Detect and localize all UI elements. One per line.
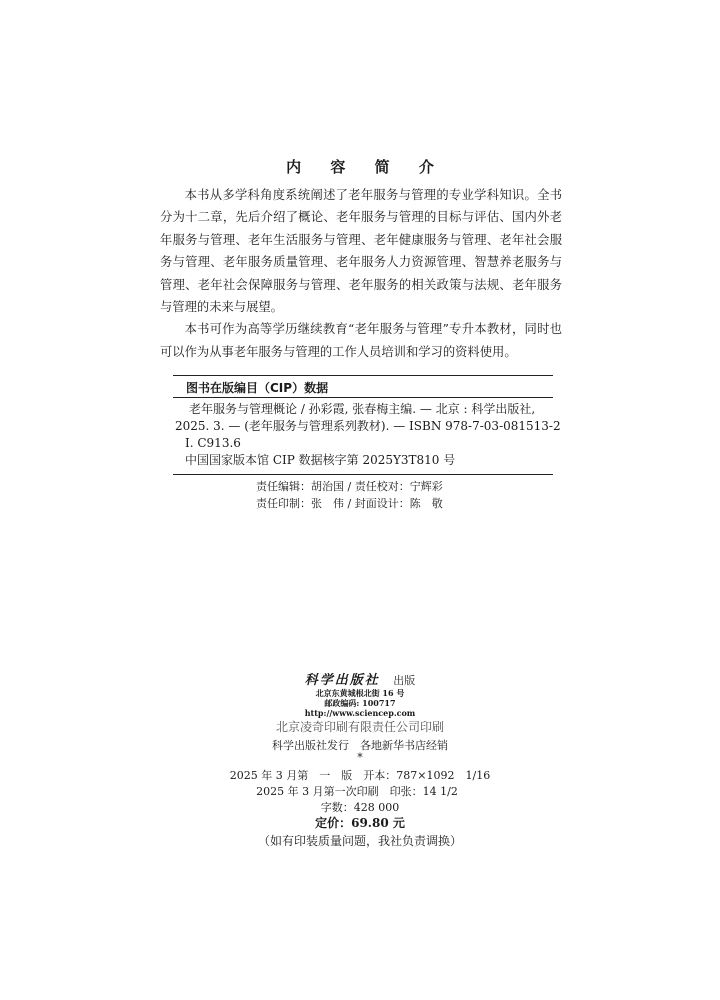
editor-line-1: 责任编辑：胡治国 / 责任校对：宁辉彩 (256, 480, 443, 493)
cip-heading-rule (173, 397, 553, 398)
wordcount-line: 字数：428 000 (320, 801, 400, 814)
cip-line-class: Ⅰ. C913.6 (185, 436, 241, 450)
introduction-text (160, 184, 562, 363)
publisher-website: http://www.sciencep.com (304, 708, 416, 718)
publisher-line (0, 669, 720, 688)
quality-notice: （如有印装质量问题，我社负责调换） (257, 834, 462, 848)
publish-suffix: 出版 (393, 674, 416, 687)
printing-line: 2025 年 3 月第一次印刷 印张：14 1/2 (256, 785, 458, 798)
publisher-logo: 科学出版社 (304, 673, 380, 688)
publisher-address: 北京东黄城根北街 16 号 (315, 688, 405, 698)
edition-line: 2025 年 3 月第 一 版 开本：787×1092 1/16 (229, 769, 491, 782)
intro-paragraph-2: 本书可作为高等学历继续教育“老年服务与管理”专升本教材，同时也可以作为从事老年服务与管理的工作人员培训和学习的资料使用。 (160, 322, 562, 359)
cip-top-rule (173, 375, 553, 376)
printer-line: 北京凌奇印刷有限责任公司印刷 (275, 720, 444, 734)
distribution-line: 科学出版社发行 各地新华书店经销 (272, 739, 448, 752)
cip-line-number: 中国国家版本馆 CIP 数据核字第 2025Y3T810 号 (185, 453, 456, 467)
price-line: 定价：69.80 元 (315, 816, 405, 830)
intro-paragraph-1: 本书从多学科角度系统阐述了老年服务与管理的专业学科知识。全书分为十二章，先后介绍了概论、老年服务与管理的目标与评估、国内外老年服务与管理、老年生活服务与管理、老年健康服务与管理、老年社会服务与管理、老年服务质量管理、老年服务人力资源管理、智慧养老服务与管理、老年社会保障服务与管理、老年服务的相关政策与法规、老年服务与管理的未来与展望。 (160, 188, 562, 315)
cip-record (173, 401, 559, 469)
cip-bottom-rule (173, 474, 553, 475)
cip-line-title: 老年服务与管理概论 / 孙彩霞, 张春梅主编. — 北京 : 科学出版社, (189, 402, 536, 416)
editor-line-2: 责任印制：张 伟 / 封面设计：陈 敬 (256, 497, 443, 510)
cip-heading: 图书在版编目（CIP）数据 (186, 381, 329, 395)
publisher-postcode: 邮政编码: 100717 (324, 698, 396, 708)
page-title: 内 容 简 介 (286, 158, 446, 176)
separator-star: * (357, 751, 363, 764)
cip-line-isbn: 2025. 3. — (老年服务与管理系列教材). — ISBN 978-7-03-081513-2 (175, 419, 561, 433)
editor-credits (256, 478, 443, 512)
